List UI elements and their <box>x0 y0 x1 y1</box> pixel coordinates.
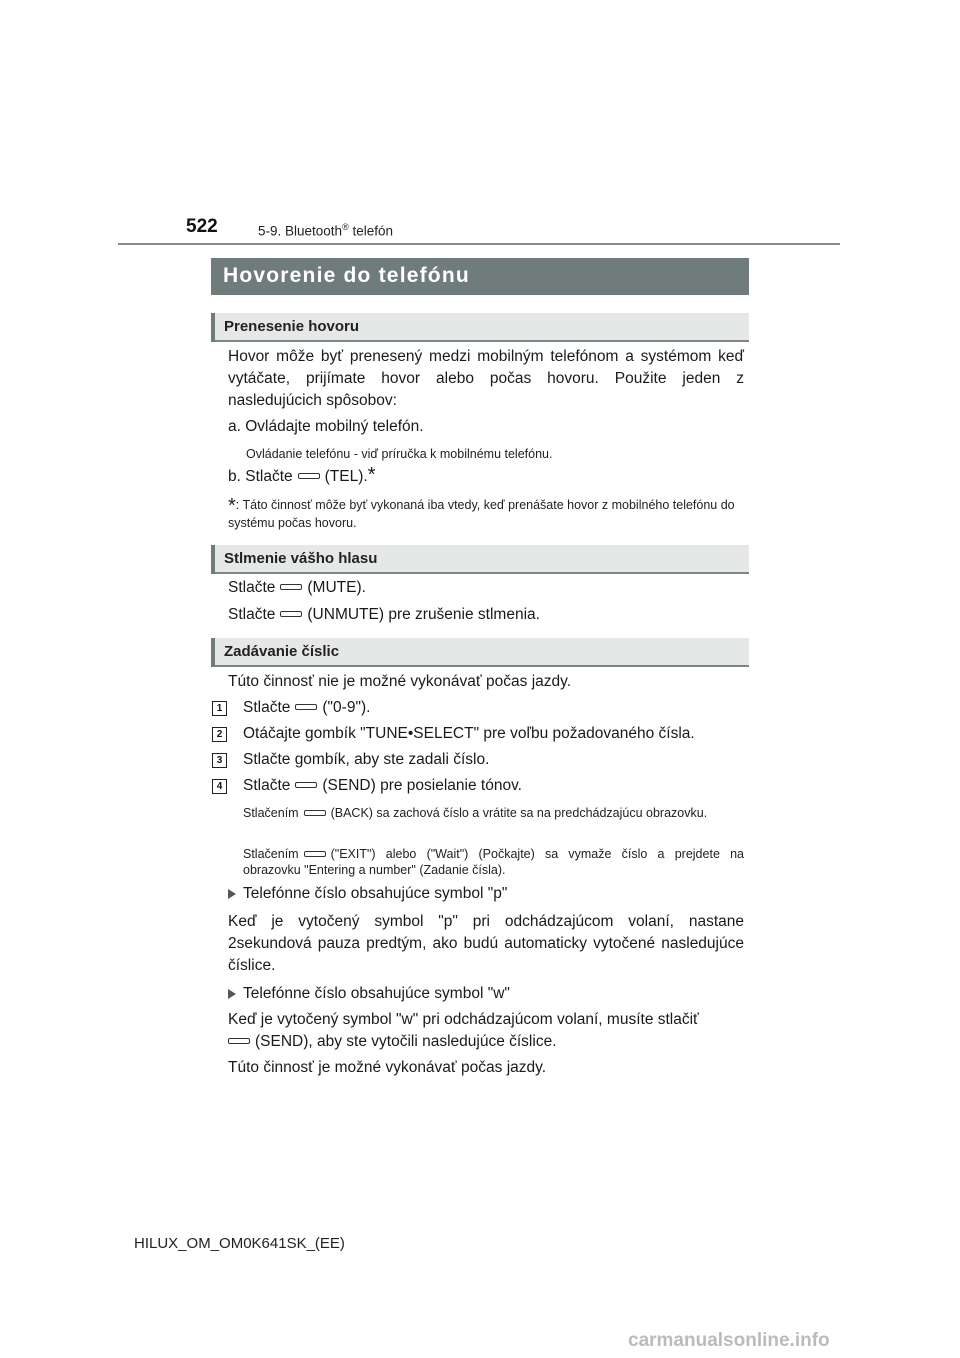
tel-button-icon <box>298 473 320 479</box>
back-button-icon <box>304 810 326 816</box>
page-title-bar <box>211 258 749 295</box>
note-back: Stlačením (BACK) sa zachová číslo a vrátite sa na predchádzajúcu obrazovku. <box>243 806 708 820</box>
chapter-title: 5-9. Bluetooth® telefón <box>258 222 393 239</box>
step-number: 4 <box>212 779 227 794</box>
digits-button-icon <box>295 704 317 710</box>
step-number: 1 <box>212 701 227 716</box>
exit-button-icon <box>304 851 326 857</box>
step-number: 2 <box>212 727 227 742</box>
step-4: Stlačte (SEND) pre posielanie tónov. <box>243 777 522 794</box>
transfer-intro: Hovor môže byť prenesený medzi mobilným telefónom a systémom keď vytáčate, prijímate hovor alebo počas hovoru. Použite jeden z nasledujúcich spôsobov: <box>228 348 744 409</box>
send-button-icon <box>295 782 317 788</box>
send-button-icon <box>228 1038 250 1044</box>
unmute-button-icon <box>280 611 302 617</box>
watermark: carmanualsonline.info <box>628 1330 830 1351</box>
step-1: Stlačte ("0-9"). <box>243 699 371 716</box>
paragraph-p: Keď je vytočený symbol "p" pri odchádzajúcom volaní, nastane 2sekundová pauza predtým, ako budú automaticky vytočené nasledujúce číslice. <box>228 913 744 974</box>
digits-intro: Túto činnosť nie je možné vykonávať počas jazdy. <box>228 673 572 690</box>
subheading-p: Telefónne číslo obsahujúce symbol "p" <box>228 883 507 905</box>
paragraph-outro: Túto činnosť je možné vykonávať počas jazdy. <box>228 1059 547 1076</box>
step-2: Otáčajte gombík "TUNE•SELECT" pre voľbu požadovaného čísla. <box>243 725 695 742</box>
page-number: 522 <box>186 216 218 237</box>
step-number: 3 <box>212 753 227 768</box>
section-heading-transfer: Prenesenie hovoru <box>211 313 749 342</box>
transfer-option-a-note: Ovládanie telefónu - viď príručka k mobilnému telefónu. <box>246 447 553 461</box>
subheading-w: Telefónne číslo obsahujúce symbol "w" <box>228 983 510 1005</box>
transfer-option-a: a. Ovládajte mobilný telefón. <box>228 418 424 435</box>
section-heading-mute: Stlmenie vášho hlasu <box>211 545 749 574</box>
mute-button-icon <box>280 584 302 590</box>
footer-code: HILUX_OM_OM0K641SK_(EE) <box>134 1235 345 1252</box>
paragraph-w: Keď je vytočený symbol "w" pri odchádzajúcom volaní, musíte stlačiť (SEND), aby ste vytočili nasledujúce číslice. <box>228 1011 699 1050</box>
transfer-footnote: *: Táto činnosť môže byť vykonaná iba vtedy, keď prenášate hovor z mobilného telefónu do systému počas hovoru. <box>228 495 735 530</box>
unmute-line: Stlačte (UNMUTE) pre zrušenie stlmenia. <box>228 606 540 623</box>
triangle-bullet-icon <box>228 989 236 999</box>
mute-line: Stlačte (MUTE). <box>228 579 366 596</box>
note-exit: Stlačením ("EXIT") alebo ("Wait") (Počkajte) sa vymaže číslo a prejdete na obrazovku "Entering a number" (Zadanie čísla). <box>243 847 744 877</box>
page-title: Hovorenie do telefónu <box>223 264 470 287</box>
triangle-bullet-icon <box>228 889 236 899</box>
header-divider <box>118 243 840 245</box>
step-3: Stlačte gombík, aby ste zadali číslo. <box>243 751 490 768</box>
transfer-option-b: b. Stlačte (TEL).* <box>228 464 376 486</box>
section-heading-digits: Zadávanie číslic <box>211 638 749 667</box>
